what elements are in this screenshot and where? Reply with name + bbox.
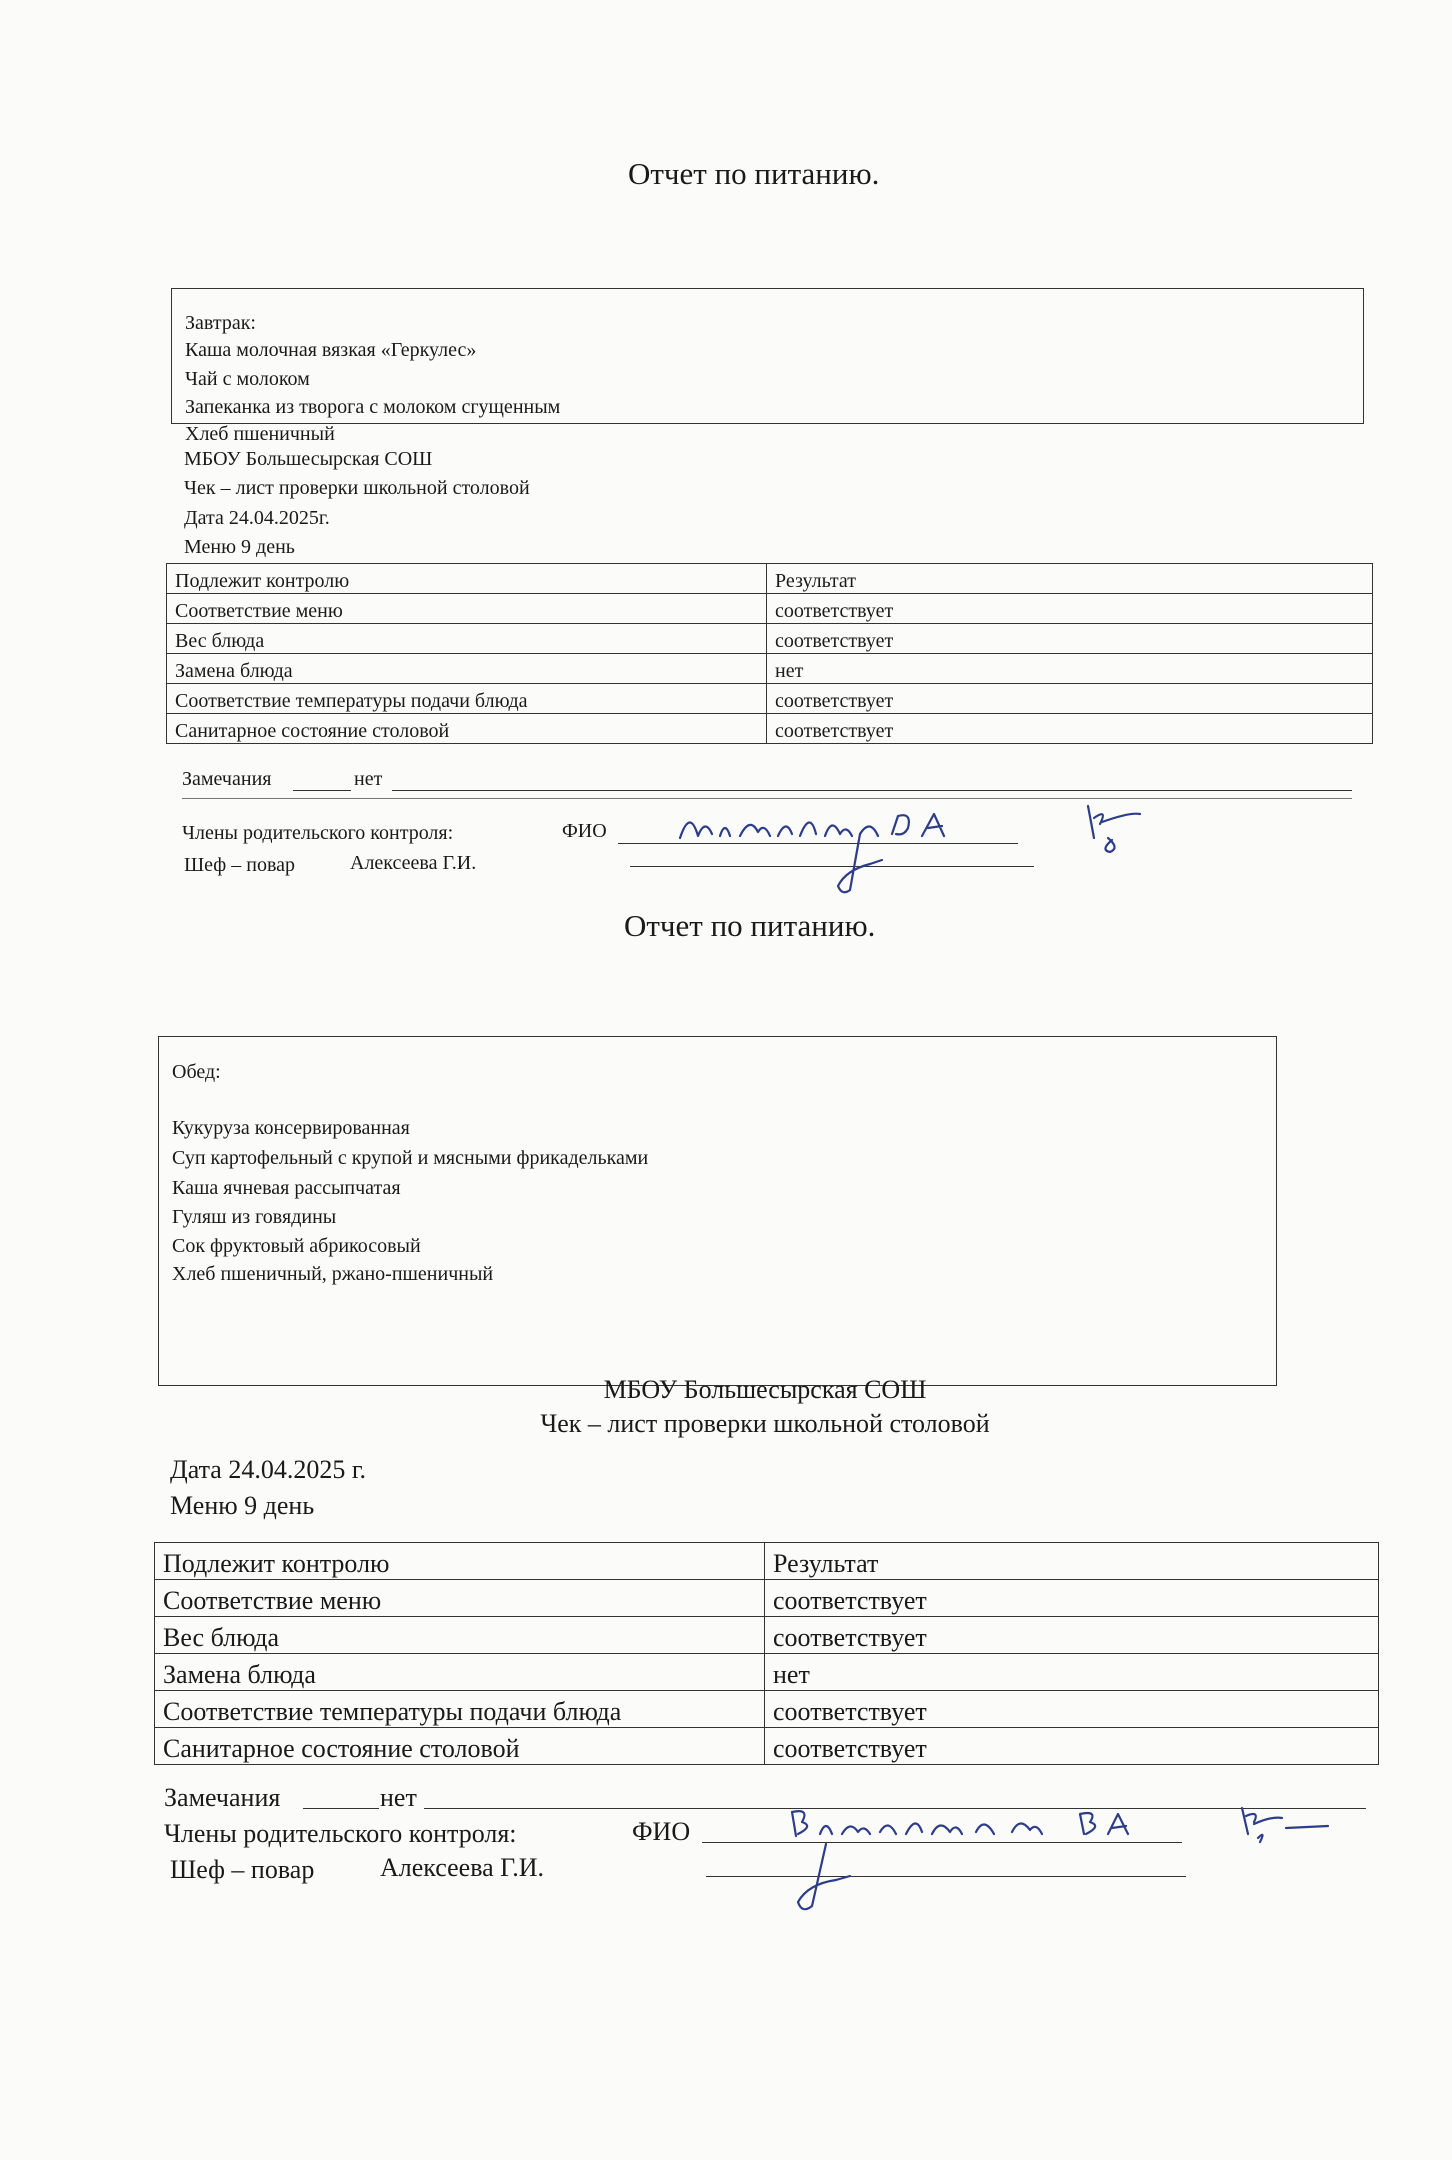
table-cell: нет xyxy=(767,654,1373,684)
table-row xyxy=(155,1617,1379,1654)
table-row xyxy=(155,1580,1379,1617)
handwritten-initials-signature xyxy=(1236,1802,1336,1852)
chef-name: Алексеева Г.И. xyxy=(350,852,477,874)
chef-label: Шеф – повар xyxy=(184,854,296,876)
menu-item: Суп картофельный с крупой и мясными фрикадельками xyxy=(172,1147,649,1169)
table-cell: соответствует xyxy=(765,1691,1379,1728)
menu-item: Каша ячневая рассыпчатая xyxy=(172,1177,401,1199)
school-name: МБОУ Большесырская СОШ xyxy=(184,448,433,470)
report2-check-table xyxy=(154,1542,1379,1765)
table-cell: соответствует xyxy=(765,1580,1379,1617)
table-row xyxy=(167,654,1373,684)
table-cell: Соответствие температуры подачи блюда xyxy=(167,684,767,714)
table-row xyxy=(167,624,1373,654)
menu-item: Запеканка из творога с молоком сгущенным xyxy=(185,396,561,418)
chef-signature-rule xyxy=(706,1876,1186,1877)
table-header-row xyxy=(167,564,1373,594)
chef-label: Шеф – повар xyxy=(170,1855,315,1884)
handwritten-initials-signature xyxy=(1080,798,1160,858)
table-header-row xyxy=(155,1543,1379,1580)
remarks-value: нет xyxy=(354,768,383,790)
remarks-rule xyxy=(392,790,1352,791)
menu-item: Кукуруза консервированная xyxy=(172,1117,410,1139)
report1-title: Отчет по питанию. xyxy=(628,156,880,191)
table-header-cell: Результат xyxy=(765,1543,1379,1580)
table-cell: нет xyxy=(765,1654,1379,1691)
table-row xyxy=(155,1654,1379,1691)
menu-item: Хлеб пшеничный xyxy=(185,423,335,445)
table-cell: Соответствие температуры подачи блюда xyxy=(155,1691,765,1728)
table-cell: соответствует xyxy=(767,624,1373,654)
report1-check-table xyxy=(166,563,1373,744)
chef-signature-mark xyxy=(820,830,910,900)
checklist-title: Чек – лист проверки школьной столовой xyxy=(184,477,530,499)
table-cell: Соответствие меню xyxy=(155,1580,765,1617)
check-date: Дата 24.04.2025г. xyxy=(184,507,330,529)
table-cell: Соответствие меню xyxy=(167,594,767,624)
parents-label: Члены родительского контроля: xyxy=(164,1819,517,1848)
menu-day: Меню 9 день xyxy=(184,536,295,558)
table-cell: Вес блюда xyxy=(155,1617,765,1654)
check-date: Дата 24.04.2025 г. xyxy=(170,1455,367,1484)
table-header-cell: Подлежит контролю xyxy=(155,1543,765,1580)
checklist-title: Чек – лист проверки школьной столовой xyxy=(540,1409,990,1438)
menu-item: Чай с молоком xyxy=(185,368,310,390)
table-row xyxy=(167,714,1373,744)
fio-label: ФИО xyxy=(632,1817,691,1846)
school-name: МБОУ Большесырская СОШ xyxy=(603,1375,927,1404)
table-cell: соответствует xyxy=(767,684,1373,714)
remarks-label: Замечания xyxy=(182,768,272,790)
report2-menu-box xyxy=(158,1036,1277,1386)
table-cell: соответствует xyxy=(765,1728,1379,1765)
table-cell: Замена блюда xyxy=(167,654,767,684)
table-header-cell: Результат xyxy=(767,564,1373,594)
parents-label: Члены родительского контроля: xyxy=(182,822,454,844)
table-row xyxy=(167,684,1373,714)
menu-heading: Обед: xyxy=(172,1061,221,1083)
table-cell: Вес блюда xyxy=(167,624,767,654)
menu-item: Гуляш из говядины xyxy=(172,1206,337,1228)
fio-label: ФИО xyxy=(562,820,607,842)
remarks-value: нет xyxy=(380,1783,417,1812)
menu-item: Сок фруктовый абрикосовый xyxy=(172,1235,421,1257)
menu-day: Меню 9 день xyxy=(170,1491,315,1520)
chef-name: Алексеева Г.И. xyxy=(380,1853,545,1882)
table-cell: соответствует xyxy=(767,714,1373,744)
report2-title: Отчет по питанию. xyxy=(624,908,876,943)
report1-menu-box xyxy=(171,288,1364,445)
table-cell: Замена блюда xyxy=(155,1654,765,1691)
remarks-label: Замечания xyxy=(164,1783,281,1812)
table-cell: Санитарное состояние столовой xyxy=(155,1728,765,1765)
remarks-blank xyxy=(303,1808,379,1809)
table-row xyxy=(167,594,1373,624)
chef-signature-mark xyxy=(780,1840,880,1920)
table-cell: соответствует xyxy=(767,594,1373,624)
table-cell: соответствует xyxy=(765,1617,1379,1654)
remarks-blank xyxy=(293,790,351,791)
table-header-cell: Подлежит контролю xyxy=(167,564,767,594)
menu-heading: Завтрак: xyxy=(185,312,256,334)
menu-item: Каша молочная вязкая «Геркулес» xyxy=(185,339,477,361)
table-row xyxy=(155,1728,1379,1765)
menu-item: Хлеб пшеничный, ржано-пшеничный xyxy=(172,1263,494,1285)
table-row xyxy=(155,1691,1379,1728)
table-cell: Санитарное состояние столовой xyxy=(167,714,767,744)
